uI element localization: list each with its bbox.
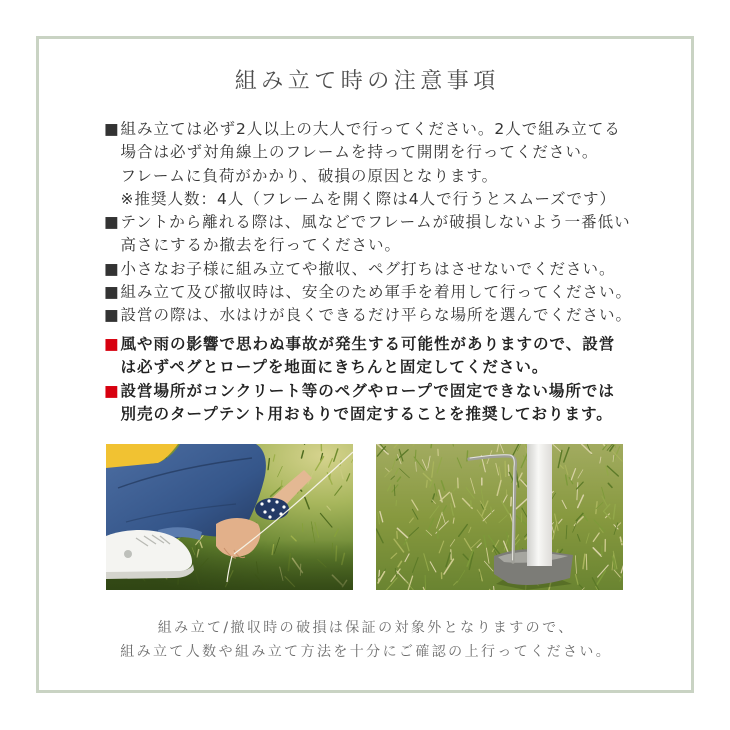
square-bullet-icon: ■ [104, 282, 119, 301]
grass-blade [415, 450, 416, 461]
caution-line: 小さなお子様に組み立てや撤収、ペグ打ちはさせないでください。 [120, 259, 616, 278]
rope-tying-photo [106, 444, 353, 590]
caution-list [104, 118, 632, 327]
warning-line: 設営場所がコンクリート等のペグやロープで固定できない場所では [120, 381, 615, 400]
grass-blade [586, 554, 587, 569]
caution-item [104, 118, 632, 211]
dot [260, 502, 263, 505]
caution-line: 組み立て及び撤収時は、安全のため軍手を着用して行ってください。 [120, 282, 633, 301]
rope-tying-photo-image [106, 444, 353, 590]
square-bullet-icon: ■ [104, 120, 119, 138]
dot [267, 499, 270, 502]
caution-line: フレームに負荷がかかり、破損の原因となります。 [120, 166, 499, 185]
square-bullet-icon: ■ [104, 213, 119, 231]
grass-blade [505, 461, 506, 476]
warning-line: は必ずペグとロープを地面にきちんと固定してください。 [120, 358, 549, 377]
dot [282, 505, 285, 508]
caution-item-lines [121, 281, 633, 304]
warranty-caption [0, 616, 730, 664]
caution-line: 高さにするか撤去を行ってください。 [120, 236, 402, 255]
caution-item-lines [121, 118, 621, 211]
warning-line: 別売のタープテント用おもりで固定することを推奨しております。 [120, 404, 613, 423]
caution-line: テントから離れる際は、風などでフレームが破損しないよう一番低い [120, 213, 631, 231]
grass-blade [426, 481, 427, 488]
caption-line: 組み立て/撤収時の破損は保証の対象外となりますので、 [157, 620, 575, 636]
peg-and-pole-photo-image [376, 444, 623, 590]
caution-item [104, 258, 632, 281]
caution-line: 場合は必ず対角線上のフレームを持って開閉を行ってください。 [120, 143, 599, 162]
grass-blade [508, 465, 509, 475]
grass-blade [397, 532, 398, 539]
tent-pole [527, 444, 552, 566]
peg-and-pole-photo [376, 444, 623, 590]
red-square-bullet-icon: ■ [104, 335, 119, 353]
warning-item-lines [121, 333, 616, 380]
grass-blade [511, 497, 512, 505]
warning-item-lines [121, 380, 615, 427]
square-bullet-icon: ■ [104, 259, 119, 278]
warning-line: 風や雨の影響で思わぬ事故が発生する可能性がありますので、設営 [120, 335, 616, 353]
grass-blade [394, 485, 395, 496]
warning-list [104, 333, 615, 426]
caution-line: 組み立ては必ず2人以上の大人で行ってください。2人で組み立てる [120, 120, 621, 138]
caution-line: 設営の際は、水はけが良くできるだけ平らな場所を選んでください。 [120, 306, 633, 324]
caution-item [104, 304, 632, 327]
warning-item [104, 333, 615, 380]
sneaker-logo [124, 550, 132, 558]
grass-blade [396, 500, 397, 505]
warning-item [104, 380, 615, 427]
caution-item [104, 281, 632, 304]
dot [275, 500, 278, 503]
page-title: 組み立て時の注意事項 [234, 69, 500, 94]
caption-line: 組み立て人数や組み立て方法を十分にご確認の上行ってください。 [120, 644, 613, 660]
caution-item-lines [121, 211, 631, 258]
grass-blade [302, 524, 303, 532]
red-square-bullet-icon: ■ [104, 381, 119, 400]
dot [263, 510, 266, 513]
square-bullet-icon: ■ [104, 306, 119, 324]
grass-blade [425, 575, 426, 590]
dot [268, 515, 271, 518]
caution-item-lines [121, 258, 616, 281]
caution-item-lines [121, 304, 633, 327]
dot [271, 508, 274, 511]
caution-item [104, 211, 632, 258]
caution-line: ※推奨人数：4人（フレームを開く際は4人で行うとスムーズです） [120, 189, 617, 208]
